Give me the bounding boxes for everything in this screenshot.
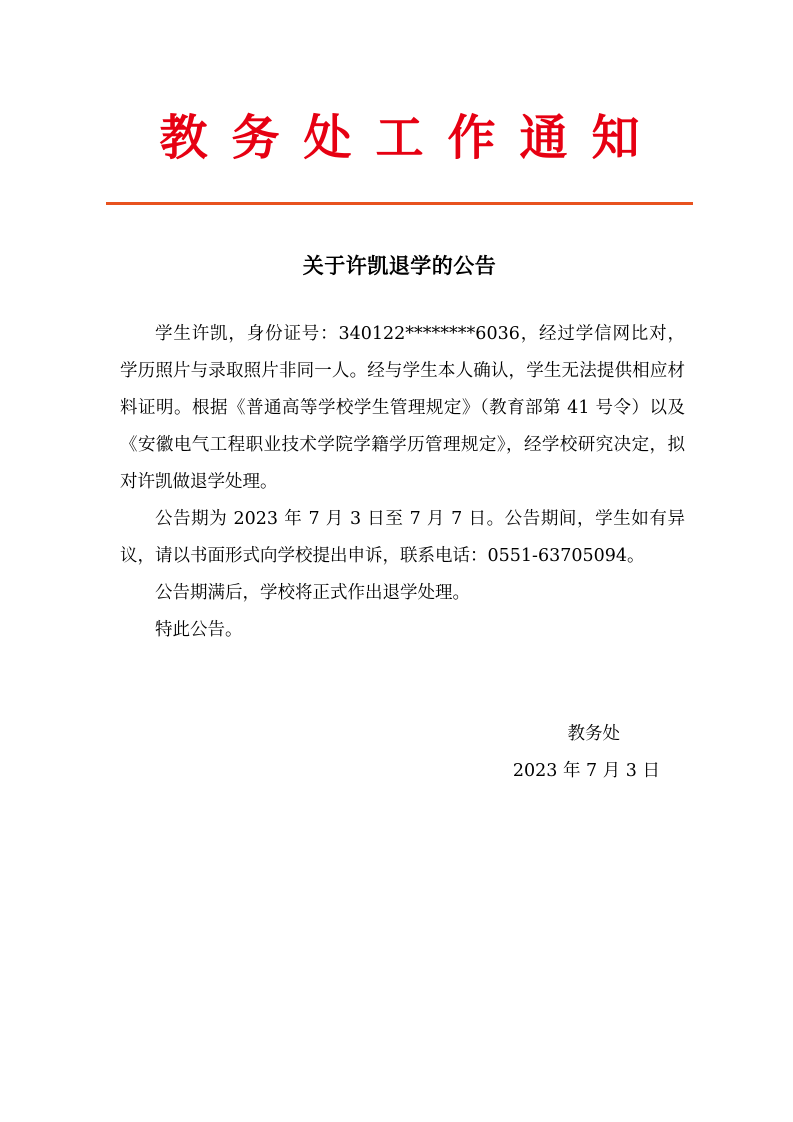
notice-paragraph: 公告期为 2023 年 7 月 3 日至 7 月 7 日。公告期间，学生如有异议，请以书面形式向学校提出申诉，联系电话：0551-63705094。 bbox=[120, 509, 685, 566]
signature-department: 教务处 bbox=[567, 724, 620, 744]
signature-block bbox=[470, 716, 660, 790]
notice-paragraph: 公告期满后，学校将正式作出退学处理。 bbox=[155, 583, 470, 603]
signature-date: 2023 年 7 月 3 日 bbox=[512, 761, 660, 781]
masthead-title: 教务处工作通知 bbox=[159, 109, 664, 166]
notice-paragraph: 特此公告。 bbox=[155, 620, 243, 640]
masthead-divider bbox=[106, 202, 693, 205]
notice-paragraph: 学生许凯，身份证号：340122********6036，经过学信网比对，学历照片与录取照片非同一人。经与学生本人确认，学生无法提供相应材料证明。根据《普通高等学校学生管理规定》（教育部第 41 号令）以及《安徽电气工程职业技术学院学籍学历管理规定》，经学校研究决定，拟对许凯做退学处理。 bbox=[120, 324, 685, 492]
masthead bbox=[106, 98, 693, 168]
notice-body bbox=[120, 316, 685, 649]
notice-title: 关于许凯退学的公告 bbox=[302, 254, 497, 278]
